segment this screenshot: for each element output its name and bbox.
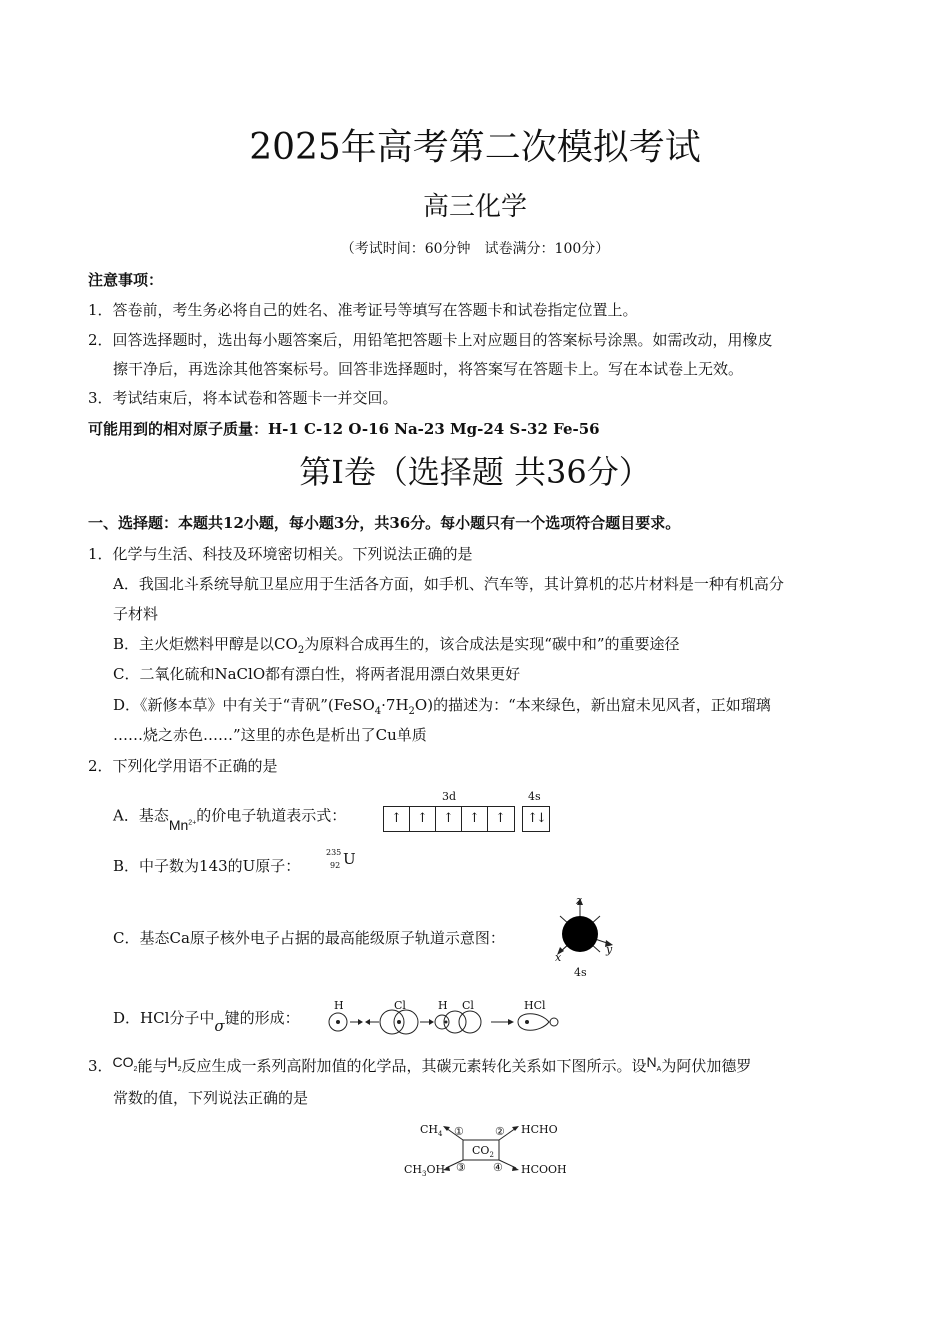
orbital-box: ↑ xyxy=(462,807,488,831)
axis-x-label: x xyxy=(555,951,562,964)
q2-option-a xyxy=(113,804,347,833)
q2-stem: 2．下列化学用语不正确的是 xyxy=(88,757,278,775)
exam-title: 2025年高考第二次模拟考试 xyxy=(249,127,701,168)
note-item-3: 3．考试结束后，将本试卷和答题卡一并交回。 xyxy=(88,389,398,407)
exam-info: （考试时间：60分钟 试卷满分：100分） xyxy=(340,241,610,257)
na-main: N xyxy=(646,1054,657,1070)
ch4-sub: 4 xyxy=(438,1130,443,1139)
note-item-1: 1．答卷前，考生务必将自己的姓名、准考证号等填写在答题卡和试卷指定位置上。 xyxy=(88,301,638,319)
orbital-3d-boxes xyxy=(383,806,515,832)
ch3oh-b: OH xyxy=(426,1163,446,1176)
diagram-step-4: ④ xyxy=(493,1161,503,1174)
na-sub: A xyxy=(656,1065,662,1073)
ch3oh-sub: 3 xyxy=(422,1170,427,1179)
q2-a-pre: A．基态 xyxy=(113,806,169,825)
q3-stem xyxy=(88,1056,751,1084)
note-item-2: 2．回答选择题时，选出每小题答案后，用铅笔把答题卡上对应题目的答案标号涂黑。如需改动，用橡皮 xyxy=(88,331,773,349)
co2-formula xyxy=(112,1054,138,1073)
q2-option-d xyxy=(113,1008,300,1035)
q2-d-post: 键的形成： xyxy=(224,1009,300,1027)
lbl-hcl: HCl xyxy=(524,999,546,1012)
section-instruction: 一、选择题：本题共12小题，每小题3分，共36分。每小题只有一个选项符合题目要求。 xyxy=(88,514,681,532)
q1-option-a: A．我国北斗系统导航卫星应用于生活各方面，如手机、汽车等，其计算机的芯片材料是一种有机高分 xyxy=(113,575,784,593)
q2-option-b: B．中子数为143的U原子： xyxy=(113,857,301,875)
notes-heading: 注意事项： xyxy=(88,271,164,289)
mn-charge: 2+ xyxy=(188,819,197,826)
q3-stem-cont: 常数的值，下列说法正确的是 xyxy=(113,1089,309,1107)
note-item-2-cont: 擦干净后，再选涂其他答案标号。回答非选择题时，将答案写在答题卡上。写在本试卷上无效。 xyxy=(113,360,744,378)
q3-p1: 能与 xyxy=(137,1057,168,1075)
orbital-box: ↑ xyxy=(436,807,462,831)
label-4s: 4s xyxy=(528,790,541,803)
orbital-4s-box xyxy=(522,806,550,832)
diagram-ch3oh xyxy=(404,1160,445,1184)
sigma-symbol: σ xyxy=(214,1017,225,1035)
u-symbol: U xyxy=(343,850,356,868)
sigma-bond-diagram xyxy=(325,1008,565,1038)
h2-sub: 2 xyxy=(177,1065,182,1073)
q1-b-sub: 2 xyxy=(297,645,305,656)
q3-p2: 反应生成一系列高附加值的化学品，其碳元素转化关系如下图所示。设 xyxy=(181,1057,647,1075)
q3-p3: 为阿伏加德罗 xyxy=(661,1057,752,1075)
diagram-ch4 xyxy=(420,1120,442,1144)
q1-d-post: O)的描述为：“本来绿色，新出窟未见风者，正如瑠璃 xyxy=(414,696,771,714)
co2-main: CO xyxy=(112,1054,134,1070)
diagram-step-2: ② xyxy=(495,1125,505,1138)
orbital-box: ↑ xyxy=(410,807,436,831)
diagram-hcho: HCHO xyxy=(521,1123,558,1136)
ch3oh-a: CH xyxy=(404,1163,423,1176)
label-3d: 3d xyxy=(442,790,457,803)
q1-option-d-cont: ……烧之赤色……”这里的赤色是析出了Cu单质 xyxy=(113,726,427,744)
center-main: CO xyxy=(472,1144,490,1157)
u-atomic-number: 92 xyxy=(330,861,341,870)
orbital-box: ↑ xyxy=(495,811,506,826)
diagram-step-3: ③ xyxy=(456,1161,466,1174)
q1-option-b xyxy=(113,634,680,661)
lbl-h-1: H xyxy=(334,999,344,1012)
q2-a-post: 的价电子轨道表示式： xyxy=(196,806,347,825)
center-sub: 2 xyxy=(489,1151,494,1160)
ch4-main: CH xyxy=(420,1123,439,1136)
q1-stem: 1．化学与生活、科技及环境密切相关。下列说法正确的是 xyxy=(88,545,473,563)
q1-option-a-cont: 子材料 xyxy=(113,605,159,623)
diagram-step-1: ① xyxy=(454,1125,464,1138)
lbl-h-2: H xyxy=(438,999,448,1012)
q3-num: 3． xyxy=(88,1057,113,1075)
co2-sub: 2 xyxy=(133,1065,138,1073)
section-title: 第Ⅰ卷（选择题 共36分） xyxy=(299,453,651,491)
q1-b-post: 为原料合成再生的，该合成法是实现“碳中和”的重要途径 xyxy=(304,635,680,653)
na-symbol xyxy=(646,1054,662,1073)
q1-option-c: C．二氧化硫和NaClO都有漂白性，将两者混用漂白效果更好 xyxy=(113,665,521,683)
q1-d-pre: D．《新修本草》中有关于“青矾”(FeSO xyxy=(113,696,375,714)
h2-main: H xyxy=(167,1054,178,1070)
lbl-cl-1: Cl xyxy=(394,999,406,1012)
q1-d-sub1: 4 xyxy=(374,706,382,717)
u-mass-number: 235 xyxy=(326,848,342,857)
mn-symbol: Mn xyxy=(168,816,189,833)
axis-z-label: z xyxy=(576,894,582,907)
h2-formula xyxy=(167,1054,182,1073)
u-nuclide xyxy=(326,848,366,876)
diagram-hcooh: HCOOH xyxy=(521,1163,567,1176)
axis-y-label: y xyxy=(606,943,613,956)
orbital-box: ↑↓ xyxy=(527,811,545,826)
mn-ion xyxy=(169,817,196,833)
atomic-mass-line: 可能用到的相对原子质量：H-1 C-12 O-16 Na-23 Mg-24 S-32 Fe-56 xyxy=(88,420,600,438)
q1-d-mid: ·7H xyxy=(381,696,409,714)
lbl-cl-2: Cl xyxy=(462,999,474,1012)
exam-subtitle: 高三化学 xyxy=(422,192,527,222)
q1-b-pre: B．主火炬燃料甲醇是以CO xyxy=(113,635,298,653)
q2-d-pre: D．HCl分子中 xyxy=(113,1009,215,1027)
diagram-center-co2 xyxy=(472,1141,494,1165)
q1-option-d xyxy=(113,695,771,722)
orbital-4s-label: 4s xyxy=(574,966,587,979)
q2-option-c: C．基态Ca原子核外电子占据的最高能级原子轨道示意图： xyxy=(113,929,505,947)
q1-d-sub2: 2 xyxy=(408,706,415,717)
orbital-box: ↑ xyxy=(384,807,410,831)
